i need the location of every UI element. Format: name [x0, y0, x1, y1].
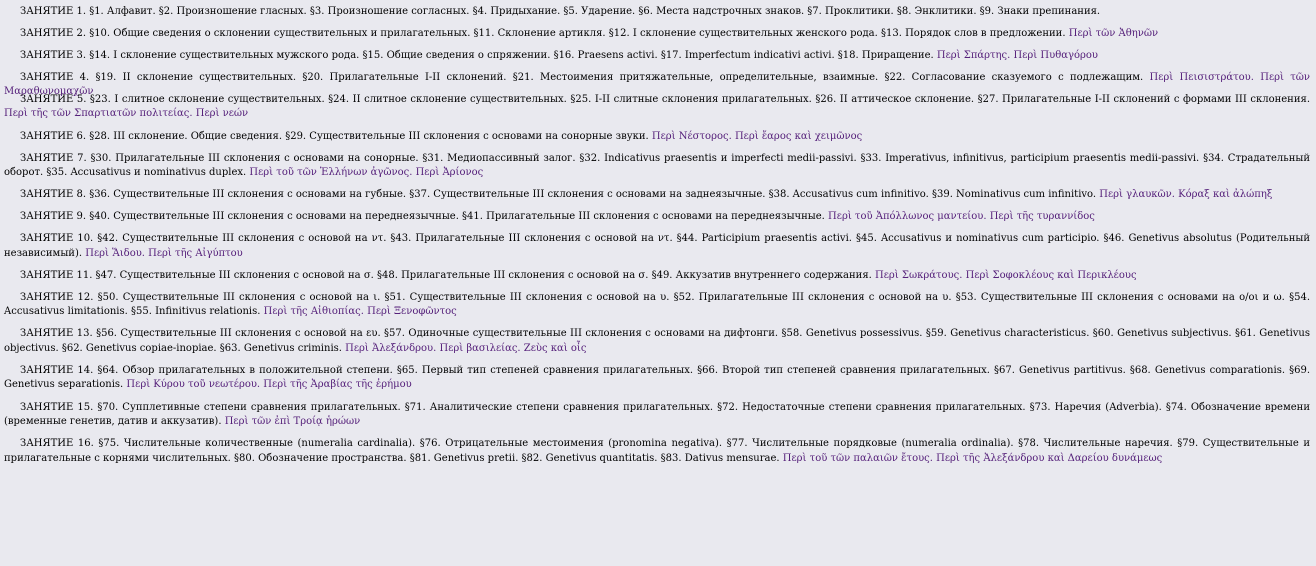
reading-link[interactable]: Περὶ Ἀρίονος — [415, 167, 484, 178]
reading-link[interactable]: Περὶ τῆς Ἀραβίας τῆς ἐρήμου — [263, 379, 412, 391]
reading-link[interactable]: Περὶ τῆς Ἀλεξάνδρου καὶ Δαρείου δυνάμεως — [936, 452, 1163, 464]
lesson-6 — [4, 128, 1310, 150]
lesson-7 — [4, 150, 1310, 187]
lesson-8 — [4, 186, 1310, 208]
reading-link[interactable]: Περὶ τῆς Αἰγύπτου — [148, 247, 243, 259]
lesson-text: ЗАНЯТИЕ 4. §19. II склонение существительных. §20. Прилагательные I-II склонений. §21. Местоимения притяжательные, определительные, взаимные. §22. Согласование сказуемого с подлежащим. — [20, 72, 1144, 83]
lesson-text: ЗАНЯТИЕ 14. §64. Обзор прилагательных в положительной степени. §65. Первый тип степеней сравнения прилагательных. §66. Второй тип степеней сравнения прилагательных. §67. Genetivus partitivus. §68. Genetivus comparationis. §69. Genetivus separationis. — [4, 364, 1310, 391]
reading-link[interactable]: Περὶ τοῦ τῶν παλαιῶν ἔτους. — [782, 452, 933, 464]
lesson-1 — [4, 3, 1310, 25]
reading-link[interactable]: Περὶ Ἀλεξάνδρου. — [345, 342, 437, 354]
lesson-11 — [4, 267, 1310, 289]
reading-link[interactable]: Περὶ τοῦ Ἀπόλλωνος μαντείου. — [828, 211, 987, 223]
lesson-13 — [4, 325, 1310, 362]
reading-link[interactable]: Περὶ Ξενοφῶντος — [367, 306, 457, 318]
lesson-text: ЗАНЯТИЕ 5. §23. I слитное склонение существительных. §24. II слитное склонение существительных. §25. I-II слитные склонения прилагательных. §26. II аттическое склонение. §27. Прилагательные I-II склонений с формами III склонения. — [20, 94, 1311, 105]
reading-link[interactable]: Περὶ Πεισιστράτου. — [1149, 72, 1254, 83]
lesson-12 — [4, 289, 1310, 326]
lesson-5 — [4, 91, 1310, 128]
reading-link[interactable]: Περὶ τῶν ἐπὶ Τροίᾳ ἡρώων — [224, 415, 361, 427]
reading-link[interactable]: Περὶ Νέστορος. — [651, 130, 732, 142]
lesson-2 — [4, 25, 1310, 47]
lesson-text: ЗАНЯТИЕ 9. §40. Существительные III склонения с основами на переднеязычные. §41. Прилагательные III склонения с основами на переднеязычные. — [20, 211, 825, 223]
lesson-text: ЗАНЯТИЕ 11. §47. Существительные III склонения с основой на σ. §48. Прилагательные III склонения с основой на σ. §49. Аккузатив внутреннего содержания. — [20, 269, 872, 281]
reading-link[interactable]: Περὶ Σωκράτους. — [875, 269, 963, 281]
reading-link[interactable]: Κόραξ καὶ ἀλώπηξ — [1178, 189, 1273, 201]
reading-link[interactable]: Περὶ Πυθαγόρου — [1013, 50, 1098, 61]
lesson-4 — [4, 69, 1311, 98]
reading-link[interactable]: Περὶ Σοφοκλέους καὶ Περικλέους — [965, 269, 1137, 281]
lesson-3 — [4, 47, 1310, 69]
reading-link[interactable]: Περὶ τοῦ τῶν Ἑλλήνων ἀγῶνος. — [249, 167, 413, 178]
lesson-text: ЗАНЯТИЕ 16. §75. Числительные количественные (numeralia cardinalia). §76. Отрицательные местоимения (pronomina negativa). §77. Числительные порядковые (numeralia ordinalia). §78. Числительные наречия. §79. Существительные и прилагательные с корнями числительных. §80. Обозначение пространства. §81. Genetivus pretii. §82. Genetivus quantitatis. §83. Dativus mensurae. — [4, 438, 1310, 464]
lesson-text: ЗАНЯТИЕ 1. §1. Алфавит. §2. Произношение гласных. §3. Произношение согласных. §4. Придыхание. §5. Ударение. §6. Места надстрочных знаков. §7. Проклитики. §8. Энклитики. §9. Знаки препинания. — [20, 6, 1101, 17]
lesson-text: ЗАНЯТИЕ 12. §50. Существительные III склонения с основой на ι. §51. Существительные III склонения с основой на υ. §52. Прилагательные III склонения с основой на υ. §53. Существительные III склонения с основами на ο/οι и ω. §54. Accusativus limitationis. §55. Infinitivus relationis. — [4, 291, 1310, 318]
lesson-text: ЗАНЯТИЕ 3. §14. I склонение существительных мужского рода. §15. Общие сведения о спряжении. §16. Praesens activi. §17. Imperfectum indicativi activi. §18. Приращение. — [20, 50, 934, 61]
lesson-14 — [4, 362, 1310, 399]
reading-link[interactable]: Ζεὺς καὶ οἶς — [523, 342, 587, 354]
reading-link[interactable]: Περὶ τῆς τυραννίδος — [989, 211, 1095, 223]
reading-link[interactable]: Περὶ γλαυκῶν. — [1099, 189, 1175, 201]
lesson-text: ЗАНЯТИЕ 6. §28. III склонение. Общие сведения. §29. Существительные III склонения с основами на сонорные звуки. — [20, 130, 649, 142]
reading-link[interactable]: Περὶ Κύρου τοῦ νεωτέρου. — [126, 379, 261, 391]
lesson-text: ЗАНЯТИЕ 7. §30. Прилагательные III склонения с основами на сонорные. §31. Медиопассивный залог. §32. Indicativus praesentis и imperfecti medii-passivi. §33. Imperativus, infinitivus, participium praesentis medii-passivi. §34. Страдательный оборот. §35. Accusativus и nominativus duplex. — [4, 152, 1310, 178]
lesson-9 — [4, 208, 1310, 230]
lesson-16 — [4, 435, 1310, 472]
reading-link[interactable]: Περὶ Ἅιδου. — [85, 247, 145, 259]
reading-link[interactable]: Περὶ τῆς Αἰθιοπίας. — [263, 306, 364, 318]
lesson-15 — [4, 399, 1310, 436]
lesson-text: ЗАНЯТИЕ 15. §70. Супплетивные степени сравнения прилагательных. §71. Аналитические степени сравнения прилагательных. §72. Недостаточные степени сравнения прилагательных. §73. Наречия (Adverbia). §74. Обозначение времени (временные генетив, датив и аккузатив). — [4, 401, 1310, 427]
lesson-text: ЗАНЯТИЕ 8. §36. Существительные III склонения с основами на губные. §37. Существительные III склонения с основами на заднеязычные. §38. Accusativus cum infinitivo. §39. Nominativus cum infinitivo. — [20, 189, 1097, 201]
reading-link[interactable]: Περὶ ἔαρος καὶ χειμῶνος — [734, 130, 863, 142]
lesson-text: ЗАНЯТИЕ 13. §56. Существительные III склонения с основой на ευ. §57. Одиночные существительные III склонения с основами на дифтонги. §58. Genetivus possessivus. §59. Genetivus characteristicus. §60. Genetivus subjectivus. §61. Genetivus objectivus. §62. Genetivus copiae-inopiae. §63. Genetivus criminis. — [4, 328, 1310, 354]
lesson-10 — [4, 230, 1310, 267]
reading-link[interactable]: Περὶ τῶν Ἀθηνῶν — [1068, 28, 1159, 39]
reading-link[interactable]: Περὶ Σπάρτης. — [936, 50, 1011, 61]
lesson-text: ЗАНЯТИЕ 2. §10. Общие сведения о склонении существительных и прилагательных. §11. Склонение артикля. §12. I склонение существительных женского рода. §13. Порядок слов в предложении. — [20, 28, 1066, 39]
reading-link[interactable]: Περὶ βασιλείας. — [439, 342, 521, 354]
reading-link[interactable]: Περὶ νεών — [195, 108, 249, 120]
reading-link[interactable]: Περὶ τῆς τῶν Σπαρτιατῶν πολιτείας. — [4, 108, 193, 120]
lesson-text: ЗАНЯТИЕ 10. §42. Существительные III склонения с основой на ντ. §43. Прилагательные III склонения с основой на ντ. §44. Participium praesentis activi. §45. Accusativus и nominativus cum participio. §46. Genetivus absolutus (Родительный независимый). — [4, 233, 1310, 259]
reading-link[interactable]: Περὶ τῶν Μαραθωνομαχῶν — [4, 72, 1311, 98]
